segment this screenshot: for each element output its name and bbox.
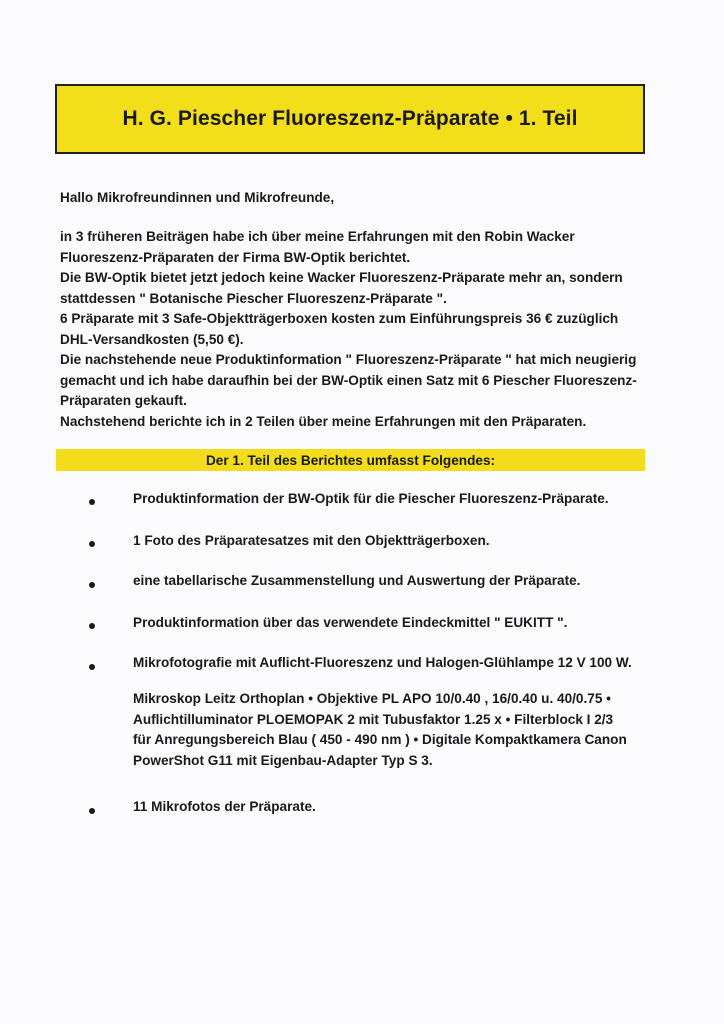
bullet-icon xyxy=(89,664,95,670)
section-heading: Der 1. Teil des Berichtes umfasst Folgendes: xyxy=(205,452,496,468)
intro-line: in 3 früheren Beiträgen habe ich über meine Erfahrungen mit den Robin Wacker xyxy=(60,229,575,244)
intro-line: DHL-Versandkosten (5,50 €). xyxy=(60,331,244,347)
bullet-icon xyxy=(89,808,95,814)
intro-line: Fluoreszenz-Präparaten der Firma BW-Optik berichtet. xyxy=(60,249,411,265)
document-title: H. G. Piescher Fluoreszenz-Präparate • 1. Teil xyxy=(122,107,578,130)
detail-line: Auflichtilluminator PLOEMOPAK 2 mit Tubusfaktor 1.25 x • Filterblock I 2/3 xyxy=(133,711,614,727)
title-banner xyxy=(55,84,645,154)
intro-line: Die BW-Optik bietet jetzt jedoch keine Wacker Fluoreszenz-Präparate mehr an, sondern xyxy=(60,270,623,285)
section-heading-bar xyxy=(56,449,645,471)
intro-line: Die nachstehende neue Produktinformation " Fluoreszenz-Präparate " hat mich neugierig xyxy=(60,352,637,367)
detail-line: PowerShot G11 mit Eigenbau-Adapter Typ S 3. xyxy=(133,752,433,768)
intro-line: Nachstehend berichte ich in 2 Teilen über meine Erfahrungen mit den Präparaten. xyxy=(60,413,587,429)
list-item: Produktinformation über das verwendete Eindeckmittel " EUKITT ". xyxy=(133,615,568,630)
intro-paragraph xyxy=(60,227,637,432)
detail-line: für Anregungsbereich Blau ( 450 - 490 nm ) • Digitale Kompaktkamera Canon xyxy=(133,732,627,747)
intro-line: gemacht und ich habe daraufhin bei der BW-Optik einen Satz mit 6 Piescher Fluoreszenz- xyxy=(60,372,637,388)
list-item: Mikrofotografie mit Auflicht-Fluoreszenz und Halogen-Glühlampe 12 V 100 W. xyxy=(133,655,632,670)
intro-line: 6 Präparate mit 3 Safe-Objektträgerboxen kosten zum Einführungspreis 36 € zuzüglich xyxy=(60,311,619,326)
equipment-details xyxy=(133,689,627,771)
bullet-icon xyxy=(89,541,95,547)
intro-line: stattdessen " Botanische Piescher Fluoreszenz-Präparate ". xyxy=(60,290,447,306)
greeting: Hallo Mikrofreundinnen und Mikrofreunde, xyxy=(60,190,335,205)
list-item: 11 Mikrofotos der Präparate. xyxy=(133,799,316,814)
intro-line: Präparaten gekauft. xyxy=(60,393,187,408)
bullet-icon xyxy=(89,623,95,629)
list-item: 1 Foto des Präparatesatzes mit den Objektträgerboxen. xyxy=(133,533,490,548)
detail-line: Mikroskop Leitz Orthoplan • Objektive PL APO 10/0.40 , 16/0.40 u. 40/0.75 • xyxy=(133,691,611,706)
list-item: Produktinformation der BW-Optik für die Piescher Fluoreszenz-Präparate. xyxy=(133,491,609,506)
list-item: eine tabellarische Zusammenstellung und Auswertung der Präparate. xyxy=(133,573,581,588)
bullet-icon xyxy=(89,499,95,505)
bullet-icon xyxy=(89,582,95,588)
